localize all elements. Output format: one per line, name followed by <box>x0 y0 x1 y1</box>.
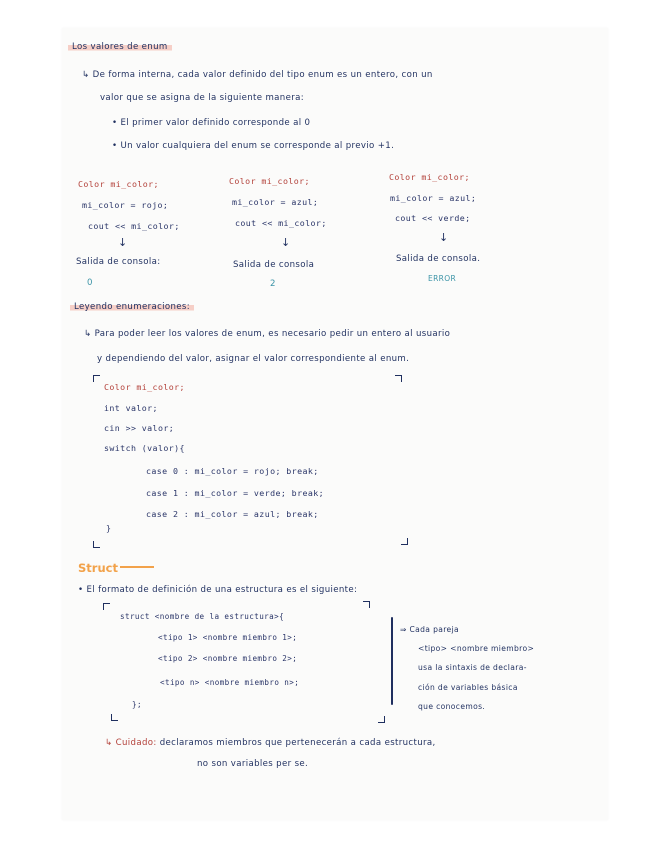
example-1-code-1: Color mi_color; <box>78 179 159 189</box>
example-1-code-3: cout << mi_color; <box>88 221 180 231</box>
example-2-output-value: 2 <box>270 279 276 289</box>
switch-code-7: case 2 : mi_color = azul; break; <box>146 509 319 519</box>
struct-code-2: <tipo 1> <nombre miembro 1>; <box>158 633 298 642</box>
switch-code-3: cin >> valor; <box>104 423 175 433</box>
struct-code-3: <tipo 2> <nombre miembro 2>; <box>158 654 298 663</box>
struct-code-5: }; <box>132 700 142 709</box>
example-2-code-1: Color mi_color; <box>229 176 310 186</box>
struct-note-3: usa la sintaxis de declara- <box>418 663 527 672</box>
section-1-line-2: valor que se asigna de la siguiente manera: <box>100 93 304 103</box>
code-block-corner-br <box>401 538 408 545</box>
section-3-title-text: Struct <box>78 561 118 575</box>
switch-code-line-1 <box>104 382 185 392</box>
example-1-code-2: mi_color = rojo; <box>82 200 169 210</box>
switch-code-8: } <box>106 523 112 533</box>
example-1-output-label: Salida de consola: <box>76 257 161 267</box>
section-1-bullet-1: • El primer valor definido corresponde al 0 <box>112 118 311 128</box>
struct-block-corner-br <box>378 716 385 723</box>
example-2-code-2: mi_color = azul; <box>232 197 319 207</box>
section-2-line-2: y dependiendo del valor, asignar el valor correspondiente al enum. <box>97 354 410 364</box>
struct-block-corner-tr <box>363 601 370 608</box>
example-1-arrow-icon: ↓ <box>118 236 128 249</box>
section-1-title-text: Los valores de enum <box>68 42 172 52</box>
section-1-line-1: ↳ De forma interna, cada valor definido del tipo enum es un entero, con un <box>82 70 433 80</box>
caution-text-2: no son variables per se. <box>197 759 309 769</box>
example-2-code-3: cout << mi_color; <box>235 218 327 228</box>
struct-title-underline <box>120 566 154 568</box>
switch-code-1: Color mi_color; <box>104 382 185 392</box>
struct-note-1: ⇒ Cada pareja <box>400 625 460 634</box>
section-3-intro: • El formato de definición de una estructura es el siguiente: <box>78 585 358 595</box>
struct-block-corner-tl <box>103 603 110 610</box>
caution-text-1: declaramos miembros que pertenecerán a cada estructura, <box>159 738 436 748</box>
section-1-title <box>68 42 172 52</box>
example-1-output-value: 0 <box>87 278 93 288</box>
section-1-bullet-2: • Un valor cualquiera del enum se corresponde al previo +1. <box>112 141 395 151</box>
switch-code-2: int valor; <box>104 403 158 413</box>
example-3-output-value: ERROR <box>428 274 457 283</box>
example-3-code-1: Color mi_color; <box>389 172 470 182</box>
struct-note-2: <tipo> <nombre miembro> <box>418 644 535 653</box>
caution-line-1 <box>105 738 436 748</box>
code-block-corner-tr <box>395 375 402 382</box>
example-2-output-label: Salida de consola <box>233 260 315 270</box>
example-2-line-1 <box>229 176 310 186</box>
switch-code-5: case 0 : mi_color = rojo; break; <box>146 466 319 476</box>
example-3-arrow-icon: ↓ <box>439 231 449 244</box>
example-3-code-3: cout << verde; <box>395 213 471 223</box>
example-1-line-1 <box>78 179 159 189</box>
example-2-arrow-icon: ↓ <box>281 236 291 249</box>
caution-label: ↳ Cuidado: <box>105 738 157 748</box>
struct-code-4: <tipo n> <nombre miembro n>; <box>160 678 300 687</box>
section-2-title-text: Leyendo enumeraciones: <box>70 302 194 312</box>
code-block-corner-bl <box>93 541 100 548</box>
switch-code-4: switch (valor){ <box>104 443 185 453</box>
section-2-title <box>70 302 194 312</box>
example-3-output-label: Salida de consola. <box>396 254 481 264</box>
struct-note-5: que conocemos. <box>418 702 486 711</box>
code-block-corner-tl <box>93 375 100 382</box>
example-3-code-2: mi_color = azul; <box>390 193 477 203</box>
struct-note-4: ción de variables básica <box>418 683 518 692</box>
switch-code-6: case 1 : mi_color = verde; break; <box>146 488 325 498</box>
note-brace <box>391 617 393 705</box>
struct-code-1: struct <nombre de la estructura>{ <box>120 612 285 621</box>
example-3-line-1 <box>389 172 470 182</box>
section-2-line-1: ↳ Para poder leer los valores de enum, es necesario pedir un entero al usuario <box>84 329 451 339</box>
struct-block-corner-bl <box>111 714 118 721</box>
section-3-title <box>78 557 118 576</box>
